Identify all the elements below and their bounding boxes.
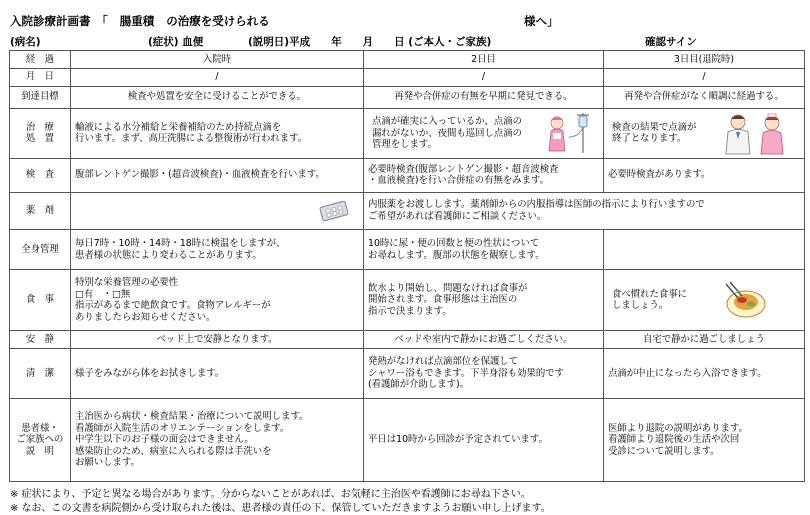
stage-label: 経 過 [10, 51, 71, 69]
disease-label: (病名) [10, 36, 41, 48]
rest-cell-1: ベッド上で安静となります。 [71, 330, 364, 348]
medicine-cell-2: 内服薬をお渡しします。薬剤師からの内服指導は医師の指示により行いますので ご希望があれば看護師にご相談ください。 [364, 192, 805, 230]
signature-label: 確認サイン [645, 36, 697, 48]
col-day3: 3日目(退院時) [604, 51, 805, 69]
stage-header-row [10, 51, 805, 69]
exam-row [10, 158, 805, 192]
date-row [10, 68, 805, 86]
goal-cell-1: 検査や処置を安全に受けることができる。 [71, 86, 364, 108]
treatment-row [10, 108, 805, 158]
hygiene-cell-2: 発熱がなければ点滴部位を保護して シャワー浴もできます。下半身浴も効果的です (看護師が介助します)。 [364, 348, 604, 398]
hygiene-cell-3: 点滴が中止になったら入浴できます。 [604, 348, 805, 398]
rest-row [10, 330, 805, 348]
explain-cell-2: 平日は10時から回診が予定されています。 [364, 399, 604, 482]
col-day2: 2日目 [364, 51, 604, 69]
date-cell-3: / [604, 68, 805, 86]
treatment-cell-2 [364, 108, 604, 158]
exam-label: 検 査 [10, 158, 71, 192]
title-suffix: の治療を受けられる [166, 14, 270, 28]
explain-row [10, 399, 805, 482]
treatment-cell-3 [604, 108, 805, 158]
explain-label: 患者様・ ご家族への 説 明 [10, 399, 71, 482]
treatment-text-2: 点滴が確実に入っているか、点滴の 漏れがないか、夜間も巡回し点滴の 管理をします。 [372, 116, 523, 151]
meal-plate-icon [722, 280, 768, 320]
general-cell-3 [604, 230, 805, 270]
pill-pack-icon [319, 200, 349, 222]
title-prefix: 入院診療計画書 「 [10, 14, 108, 28]
document-title [10, 13, 270, 29]
rest-cell-2: ベッドや室内で静かにお過ごしください。 [364, 330, 604, 348]
date-label: 月 日 [10, 68, 71, 86]
symptom-label: (症状) 血便 [148, 36, 204, 48]
general-label: 全身管理 [10, 230, 71, 270]
explain-cell-1: 主治医から病状・検査結果・治療について説明します。 看護師が入院生活のオリエンテーションをします。 中学生以下のお子様の面会はできません。 感染防止のため、病室に入られる際は手洗いを お願いします。 [71, 399, 364, 482]
meal-cell-2: 飲水より開始し、問題なければ食事が 開始されます。食事形態は主治医の 指示で決まります。 [364, 270, 604, 331]
meal-row [10, 270, 805, 331]
treatment-text-3: 検査の結果で点滴が 終了となります。 [612, 121, 697, 145]
goal-row [10, 86, 805, 108]
hygiene-row [10, 348, 805, 398]
footer-note-1: ※ 症状により、予定と異なる場合があります。分からないことがあれば、お気軽に主治医や看護師にお尋ね下さい。 [10, 489, 531, 500]
recipient-label: 様へ」 [524, 14, 559, 28]
nurse-drip-icon [539, 111, 595, 155]
rest-label: 安 静 [10, 330, 71, 348]
meal-text-3: 食べ慣れた食事に しましょう。 [612, 288, 688, 312]
medicine-cell-1 [71, 192, 364, 230]
meal-label: 食 事 [10, 270, 71, 331]
doctor-nurse-icon [716, 111, 796, 155]
explain-date-label: (説明日)平成 年 月 日 (ご本人・ご家族) [248, 36, 492, 48]
care-plan-table [9, 50, 805, 482]
exam-cell-3: 必要時検査があります。 [604, 158, 805, 192]
general-cell-2: 10時に尿・便の回数と便の性状について お尋ねします。腹部の状態を観察します。 [364, 230, 604, 270]
meal-cell-1: 特別な栄養管理の必要性 □有 ・□無 指示があるまで絶飲食です。食物アレルギーが ありましたらお知らせください。 [71, 270, 364, 331]
goal-cell-3: 再発や合併症がなく順調に経過する。 [604, 86, 805, 108]
footer-note-2: ※ なお、この文書を病院側から受け取られた後は、患者様の責任の下、保管していただきますようお願い申し上げます。 [10, 503, 551, 514]
medicine-row [10, 192, 805, 230]
general-row [10, 230, 805, 270]
goal-cell-2: 再発や合併症の有無を早期に発見できる。 [364, 86, 604, 108]
explain-cell-3: 医師より退院の説明があります。 看護師より退院後の生活や次回 受診について説明します。 [604, 399, 805, 482]
medicine-label: 薬 剤 [10, 192, 71, 230]
exam-cell-2: 必要時検査(腹部レントゲン撮影・超音波検査 ・血液検査)を行い合併症の有無をみます。 [364, 158, 604, 192]
hygiene-cell-1: 様子をみながら体をお拭きします。 [71, 348, 364, 398]
treatment-label: 治 療 処 置 [10, 108, 71, 158]
disease-name: 腸重積 [119, 14, 155, 28]
hygiene-label: 清 潔 [10, 348, 71, 398]
exam-cell-1: 腹部レントゲン撮影・(超音波検査)・血液検査を行います。 [71, 158, 364, 192]
treatment-cell-1: 輸液による水分補給と栄養補給のため持続点滴を 行います。まず、高圧洗腸による整復術が行われます。 [71, 108, 364, 158]
meal-cell-3 [604, 270, 805, 331]
goal-label: 到達目標 [10, 86, 71, 108]
col-admission: 入院時 [71, 51, 364, 69]
rest-cell-3: 自宅で静かに過ごしましょう [604, 330, 805, 348]
general-cell-1: 毎日7時・10時・14時・18時に検温をしますが、 患者様の状態により変わることがあります。 [71, 230, 364, 270]
date-cell-1: / [71, 68, 364, 86]
date-cell-2: / [364, 68, 604, 86]
